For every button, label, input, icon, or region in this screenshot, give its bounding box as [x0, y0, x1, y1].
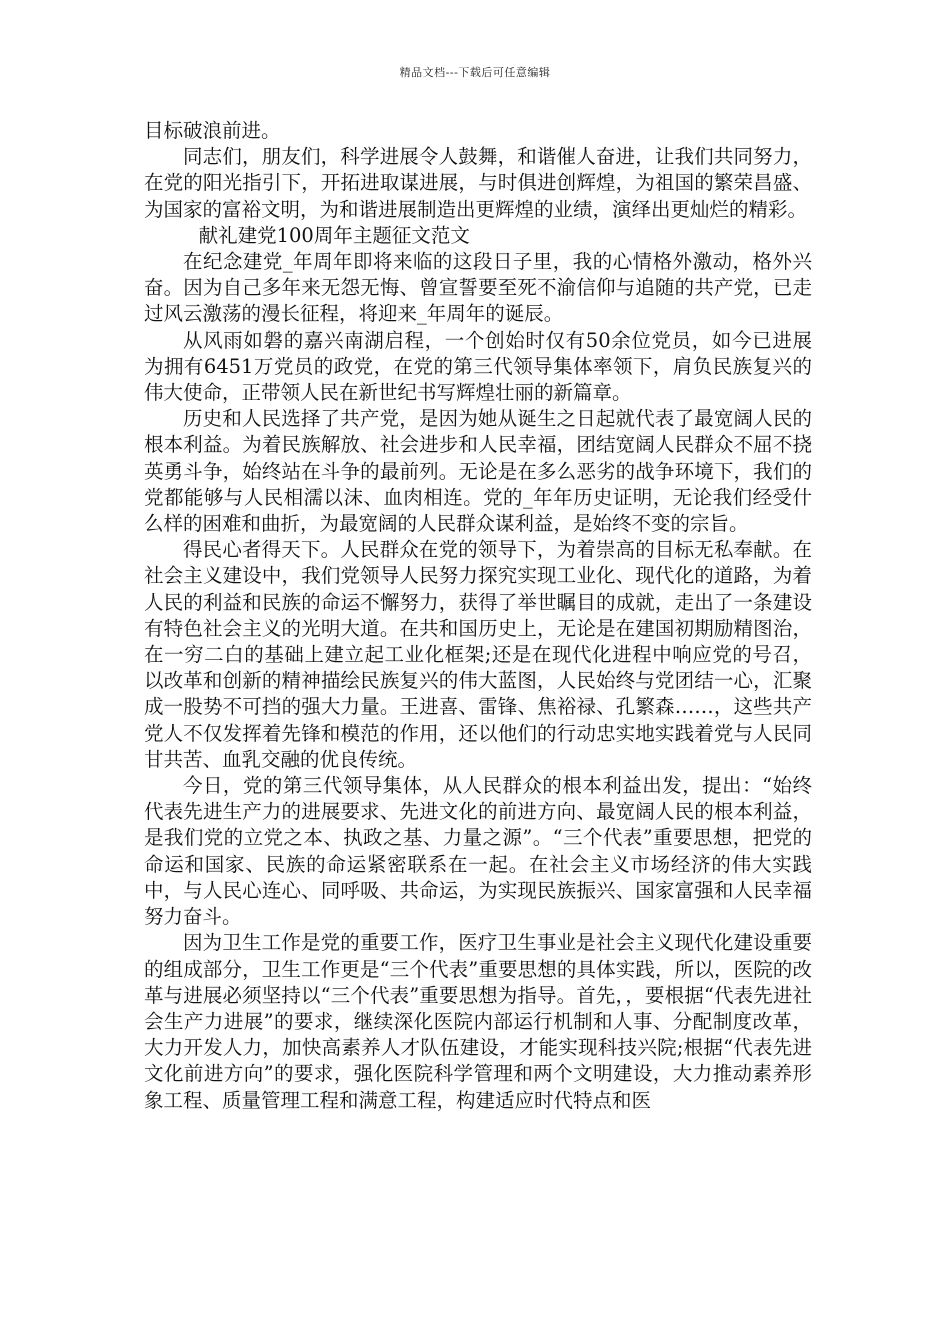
paragraph-history: 从风雨如磐的嘉兴南湖启程，一个创始时仅有50余位党员，如今已进展为拥有6451万党员的政党，在党的第三代领导集体率领下，肩负民族复兴的伟大使命，正带领人民在新世纪书写辉煌壮丽的新篇章。 — [144, 328, 812, 405]
paragraph-people-choice: 历史和人民选择了共产党，是因为她从诞生之日起就代表了最宽阔人民的根本利益。为着民族解放、社会进步和人民幸福，团结宽阔人民群众不屈不挠英勇斗争，始终站在斗争的最前列。无论是在多么恶劣的战争环境下，我们的党都能够与人民相濡以沫、血肉相连。党的_年年历史证明，无论我们经受什么样的困难和曲折，为最宽阔的人民群众谋利益，是始终不变的宗旨。 — [144, 407, 812, 536]
paragraph-continuation: 目标破浪前进。 — [144, 119, 281, 142]
paragraph-intro: 在纪念建党_年周年即将来临的这段日子里，我的心情格外激动，格外兴奋。因为自己多年来无怨无悔、曾宣誓要至死不渝信仰与追随的共产党，已走过风云激荡的漫长征程，将迎来_年周年的诞辰。 — [144, 250, 812, 326]
paragraph-health-work: 因为卫生工作是党的重要工作，医疗卫生事业是社会主义现代化建设重要的组成部分，卫生工作更是“三个代表”重要思想的具体实践，所以，医院的改革与进展必须坚持以“三个代表”重要思想为指导。首先，，要根据“代表先进社会生产力进展”的要求，继续深化医院内部运行机制和人事、分配制度改革，大力开发人力，加快高素养人才队伍建设，才能实现科技兴院;根据“代表先进文化前进方向”的要求，强化医院科学管理和两个文明建设，大力推动素养形象工程、质量管理工程和满意工程，构建适应时代特点和医 — [144, 931, 812, 1112]
essay-title: 献礼建党100周年主题征文范文 — [198, 223, 470, 247]
paragraph-public-support: 得民心者得天下。人民群众在党的领导下，为着崇高的目标无私奉献。在社会主义建设中，我们党领导人民努力探究实现工业化、现代化的道路，为着人民的利益和民族的命运不懈努力，获得了举世瞩目的成就，走出了一条建设有特色社会主义的光明大道。在共和国历史上，无论是在建国初期励精图治，在一穷二白的基础上建立起工业化框架;还是在现代化进程中响应党的号召，以改革和创新的精神描绘民族复兴的伟大蓝图，人民始终与党团结一心，汇聚成一股势不可挡的强大力量。王进喜、雷锋、焦裕禄、孔繁森……，这些共产党人不仅发挥着先锋和模范的作用，还以他们的行动忠实地实践着党与人民同甘共苦、血乳交融的优良传统。 — [144, 538, 812, 771]
page-header: 精品文档---下载后可任意编辑 — [399, 66, 551, 79]
paragraph-three-represents: 今日，党的第三代领导集体，从人民群众的根本利益出发，提出：“始终代表先进生产力的进展要求、先进文化的前进方向、最宽阔人民的根本利益，是我们党的立党之本、执政之基、力量之源”。“三个代表”重要思想，把党的命运和国家、民族的命运紧密联系在一起。在社会主义市场经济的伟大实践中，与人民心连心、同呼吸、共命运，为实现民族振兴、国家富强和人民幸福努力奋斗。 — [144, 774, 812, 929]
paragraph-closing-appeal: 同志们，朋友们，科学进展令人鼓舞，和谐催人奋进，让我们共同努力，在党的阳光指引下，开拓进取谋进展，与时俱进创辉煌，为祖国的繁荣昌盛、为国家的富裕文明，为和谐进展制造出更辉煌的业绩，演绎出更灿烂的精彩。 — [144, 145, 812, 221]
document-body — [144, 118, 812, 1114]
